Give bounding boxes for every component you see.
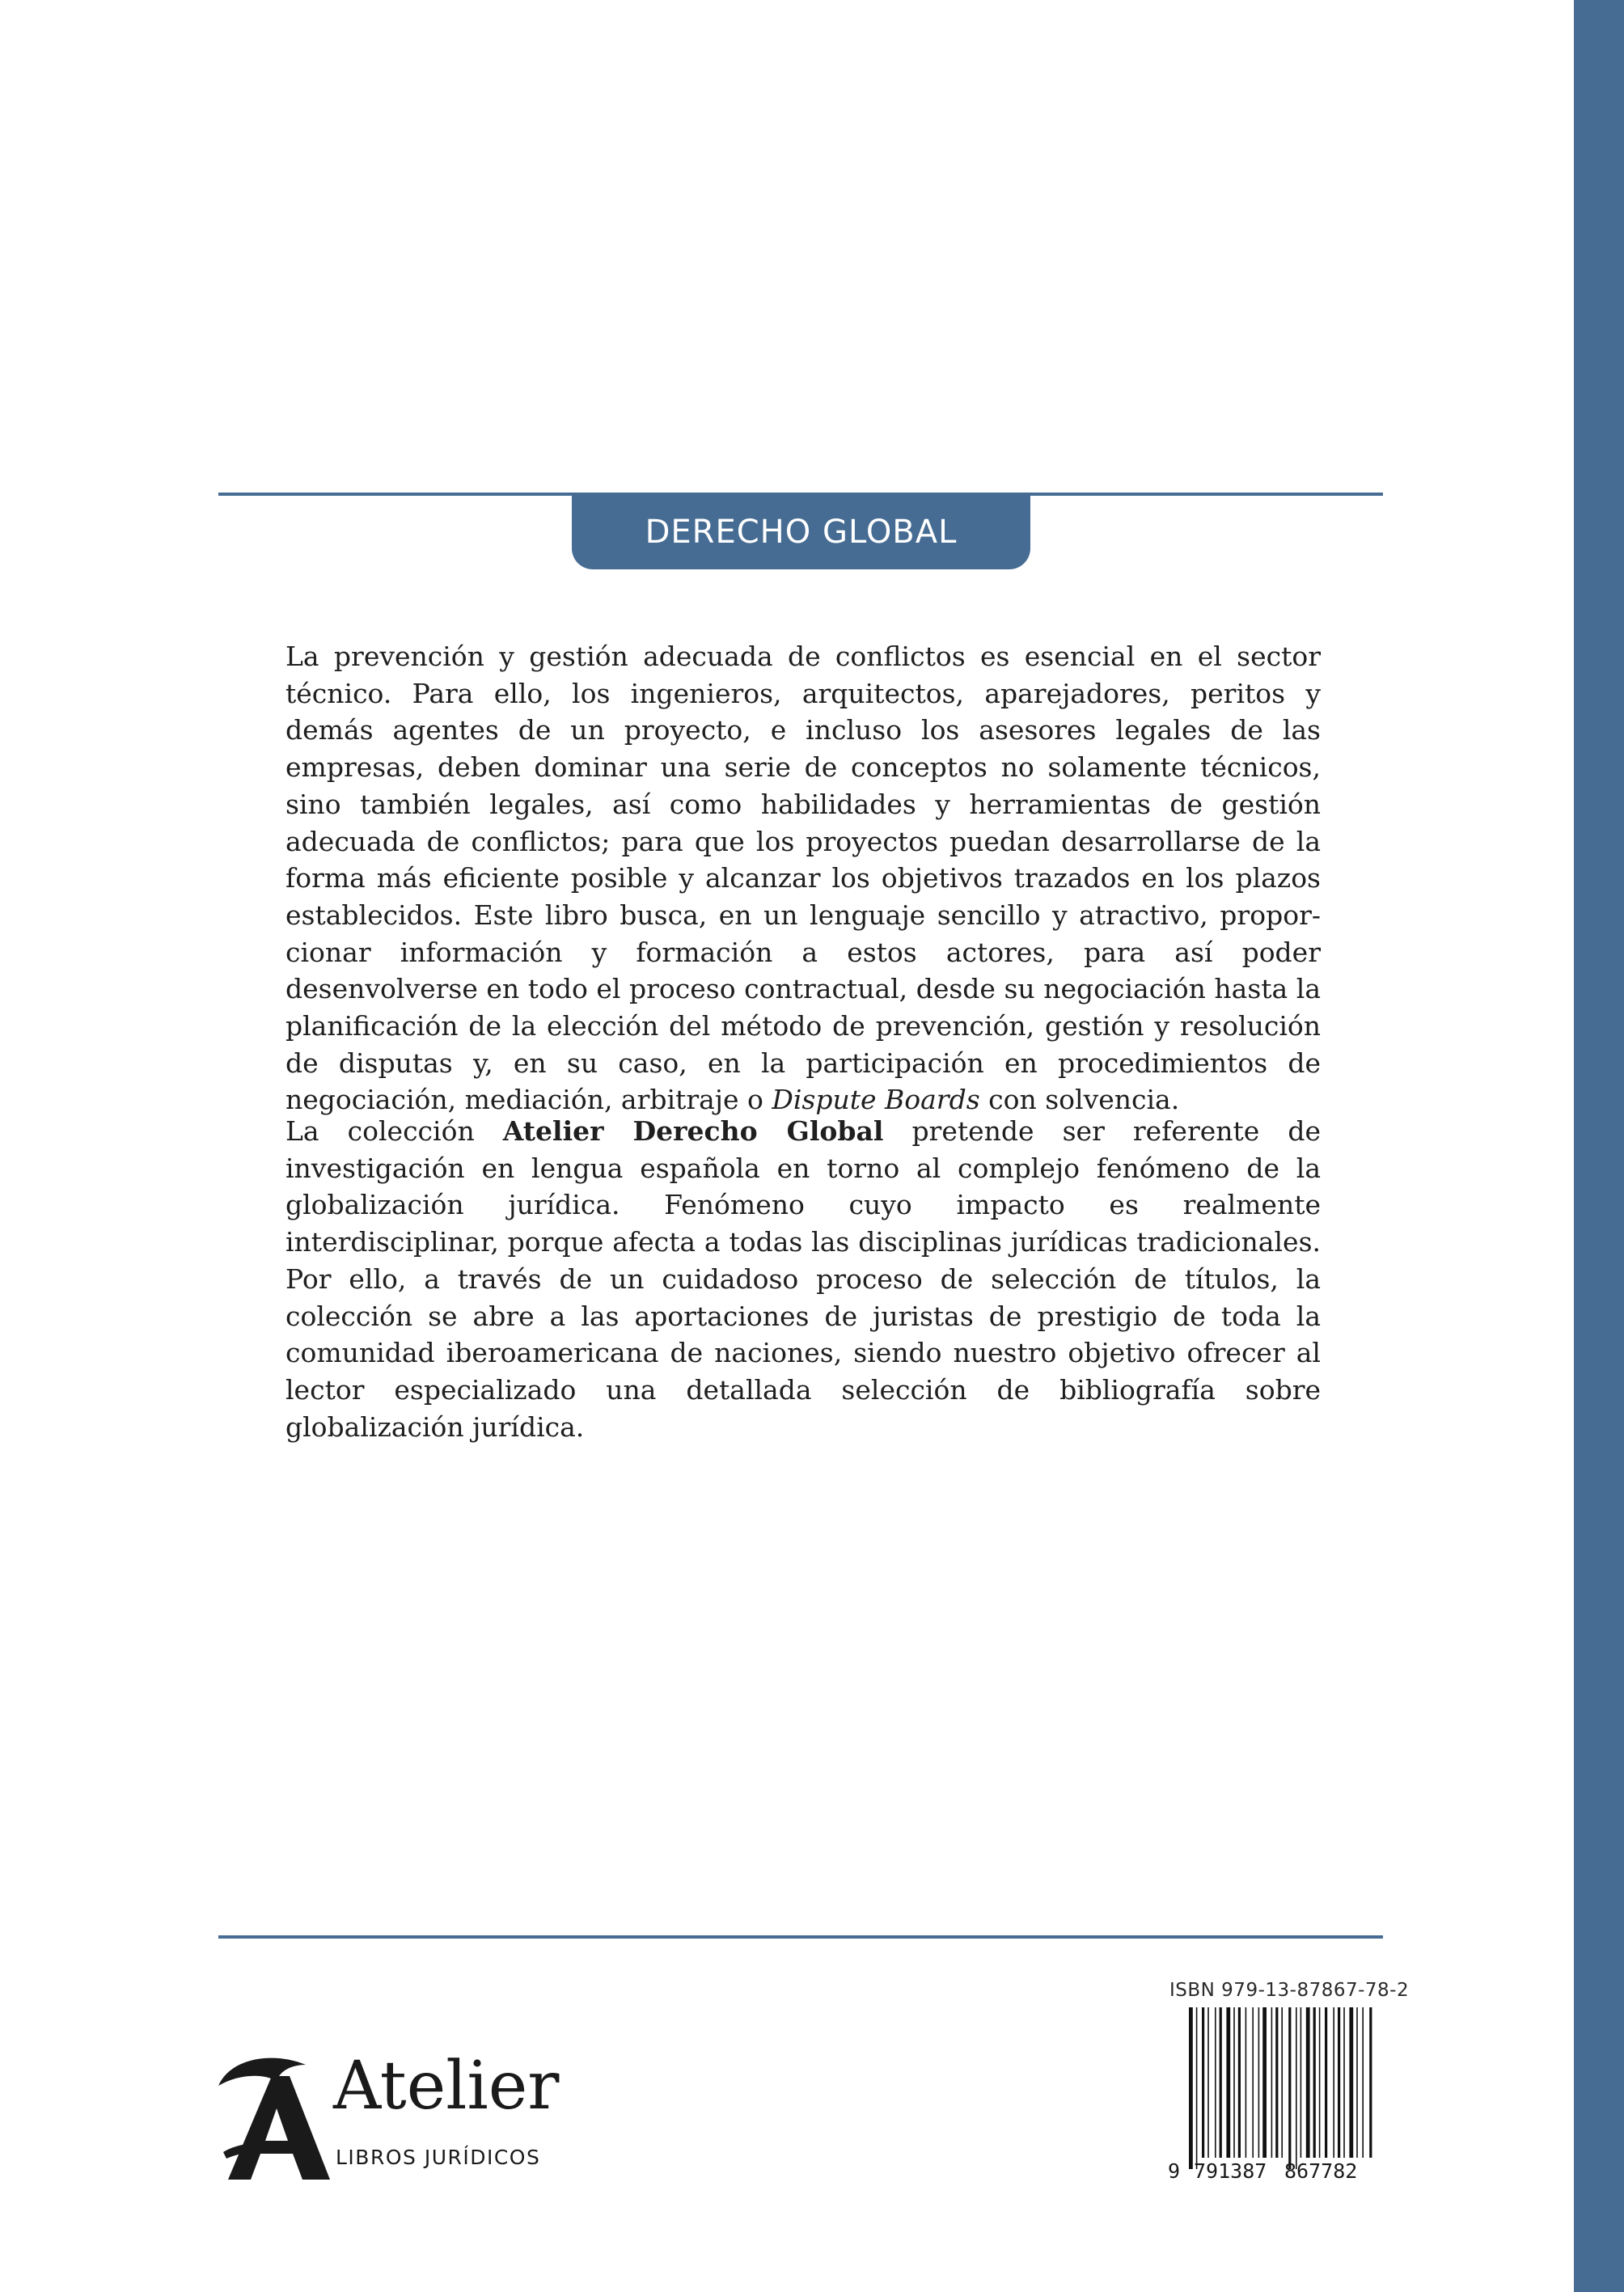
barcode-bar (1196, 2007, 1198, 2169)
collection-name: Atelier Derecho Global (502, 1115, 884, 1147)
collection-paragraph (285, 1113, 1321, 1445)
isbn-label: ISBN 979-13-87867-78-2 (1169, 1980, 1410, 2001)
barcode-bar (1356, 2007, 1358, 2158)
collection-tab (572, 495, 1030, 569)
collection-tab-label: DERECHO GLOBAL (645, 514, 958, 551)
publisher-tagline: LIBROS JURÍDICOS (336, 2146, 541, 2169)
description-end: con solvencia. (988, 1084, 1180, 1116)
barcode-bar (1288, 2007, 1291, 2169)
barcode-bar (1262, 2007, 1267, 2158)
barcode-bar (1369, 2007, 1372, 2158)
barcode (1165, 2007, 1373, 2188)
barcode-bar (1226, 2007, 1230, 2158)
barcode-bar (1343, 2007, 1345, 2158)
stylized-a-icon (212, 2050, 333, 2188)
barcode-bar (1271, 2007, 1273, 2158)
description-italic-term: Dispute Boards (772, 1084, 980, 1116)
barcode-bar (1258, 2007, 1260, 2158)
barcode-bar (1333, 2007, 1334, 2158)
barcode-bar (1238, 2007, 1241, 2158)
barcode-bar (1202, 2007, 1204, 2158)
barcode-bar (1233, 2007, 1235, 2158)
barcode-bar (1325, 2007, 1327, 2158)
barcode-bar (1349, 2007, 1353, 2158)
barcode-bar (1300, 2007, 1302, 2158)
barcode-bar (1252, 2007, 1254, 2158)
bottom-divider (218, 1935, 1383, 1939)
barcode-bar (1338, 2007, 1340, 2158)
barcode-digit-first: 9 (1168, 2159, 1181, 2183)
collection-text-rest: pretende ser referente de investigación en lengua española en torno al complejo fenómeno de la globalización jurídica. Fenómeno cuyo impacto es realmente interdisciplinar, porque afecta a todas las disciplinas jurídicas tradicionales. Por ello, a través de un cuidadoso proceso de selección de títulos, la colección se abre a las aportaciones de juristas de prestigio de toda la comunidad iberoamericana de naciones, siendo nuestro objetivo ofrecer al lector especializado una detallada selección de bibliografía sobre globalización jurídica. (285, 1115, 1321, 1443)
barcode-digits-left: 791387 (1194, 2159, 1267, 2183)
barcode-bar (1189, 2007, 1193, 2169)
barcode-bar (1245, 2007, 1247, 2158)
barcode-bar (1220, 2007, 1222, 2158)
barcode-bar (1296, 2007, 1297, 2169)
barcode-bar (1281, 2007, 1283, 2158)
publisher-logo (212, 2050, 568, 2188)
barcode-bar (1215, 2007, 1216, 2158)
collection-text-start: La colección (285, 1115, 475, 1147)
barcode-digits-right: 867782 (1284, 2159, 1358, 2183)
barcode-bar (1275, 2007, 1278, 2158)
publisher-name: Atelier (333, 2048, 560, 2125)
barcode-bar (1362, 2007, 1364, 2158)
barcode-bar (1319, 2007, 1321, 2158)
barcode-bar (1313, 2007, 1316, 2158)
description-paragraph (285, 638, 1321, 1119)
barcode-bar (1306, 2007, 1310, 2158)
cover-spine (1574, 0, 1624, 2292)
description-text: La prevención y gestión adecuada de conflictos es esencial en el sector técnico. Para ello, los ingenieros, arquitectos, aparejadores, peritos y demás agentes de un proyecto, e incluso los asesores legales de las empresas, deben dominar una serie de conceptos no solamente técnicos, sino también legales, así como habilidades y herramientas de gestión adecuada de conflictos; para que los proyectos puedan desarrollarse de la forma más eficiente posible y alcanzar los objetivos trazados en los plazos establecidos. Este libro busca, en un lenguaje sencillo y atractivo, proporcionar información y formación a estos actores, para así poder desenvolverse en todo el proceso contractual, desde su negociación hasta la planificación de la elección del método de prevención, gestión y resolución de disputas y, en su caso, en la participación en procedimientos de negociación, mediación, arbitraje o (285, 641, 1321, 1116)
barcode-bar (1207, 2007, 1209, 2158)
